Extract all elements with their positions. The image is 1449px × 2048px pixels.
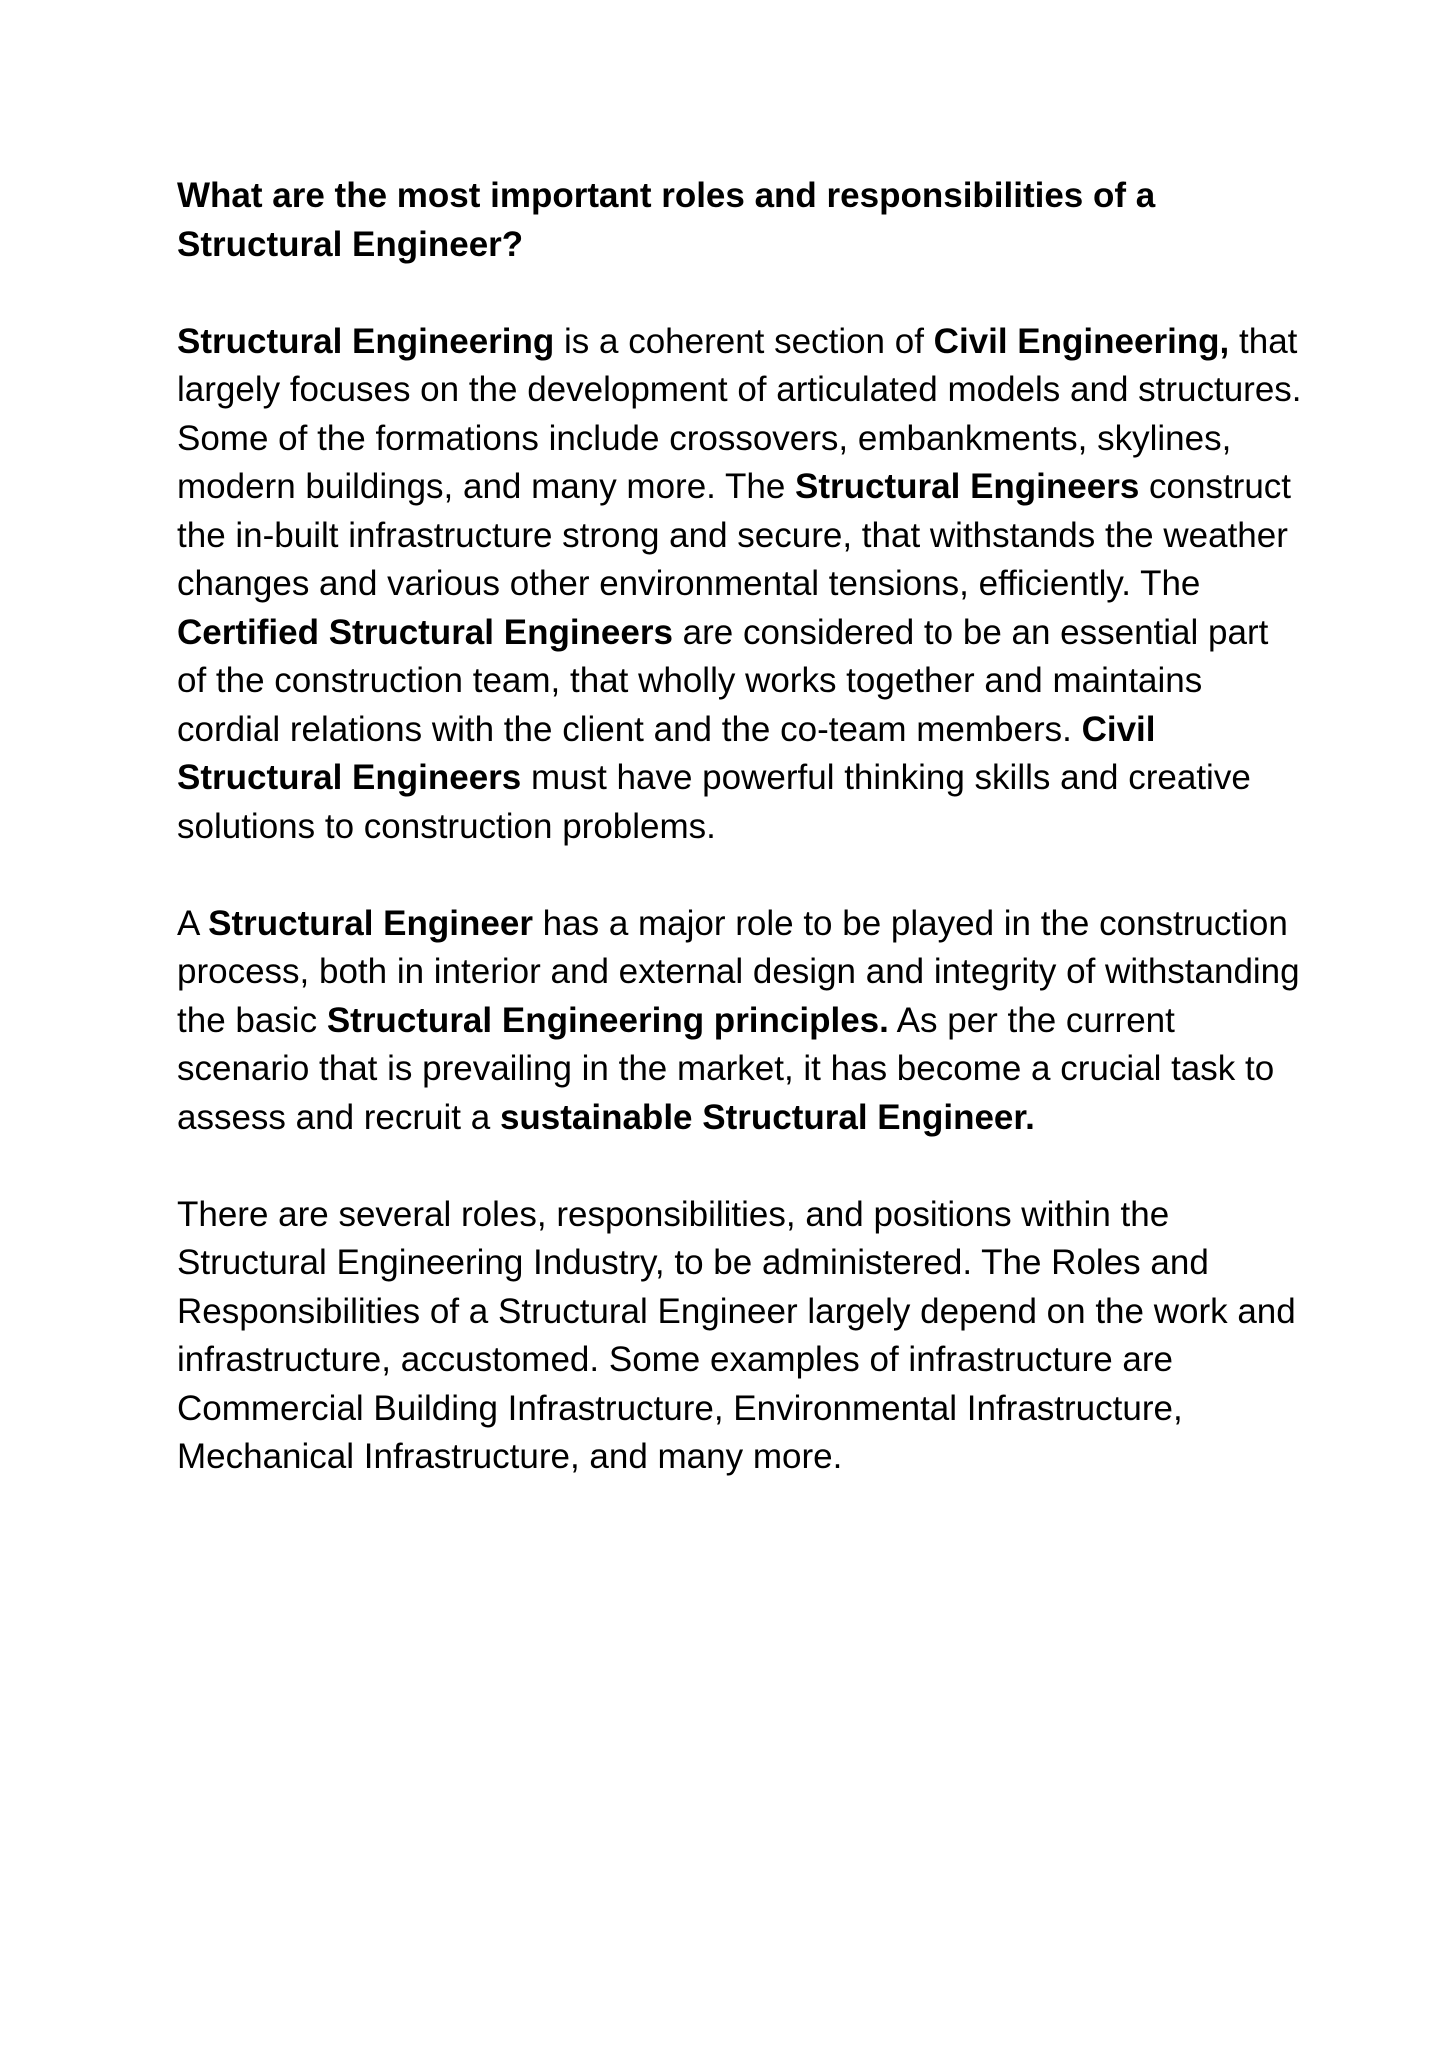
paragraph-positions [177,1191,1307,1482]
text-run: that largely focuses on the development of articulated models and structures. Some of the formations include crossovers, embankments, skylines, modern buildings, and many more. The [177,321,1302,506]
text-run: A [177,903,209,943]
text-run: must have powerful thinking skills and creative solutions to construction problems. [177,758,1251,846]
text-run: is a coherent section of [554,321,934,361]
bold-term: Civil Engineering, [933,321,1230,361]
document-body [177,172,1307,1482]
bold-term: Structural Engineer [208,903,533,943]
bold-term: Civil Structural Engineers [177,709,1156,797]
text-run: construct the in-built infrastructure strong and secure, that withstands the weather changes and various other environmental tensions, efficiently. The [177,467,1292,603]
text-run: has a major role to be played in the construction process, both in interior and external design and integrity of withstanding the basic [177,903,1300,1040]
text-run: There are several roles, responsibilities, and positions within the Structural Engineering Industry, to be administered. The Roles and Responsibilities of a Structural Engineer largely depend on the work and infrastructure, accustomed. Some examples of infrastructure are Commercial Building Infrastructure, Environmental Infrastructure, Mechanical Infrastructure, and many more. [177,1194,1296,1476]
bold-term: Certified Structural Engineers [177,612,673,652]
bold-term: Structural Engineering principles. [326,1000,889,1040]
paragraph-intro [177,318,1307,852]
bold-term: sustainable Structural Engineer. [499,1097,1035,1137]
bold-term: Structural Engineers [795,467,1140,506]
bold-term: Structural Engineering [177,321,555,361]
document-title: What are the most important roles and responsibilities of a Structural Engineer? [177,176,1156,264]
text-run: As per the current scenario that is prevailing in the market, it has become a crucial task to assess and recruit a [177,1000,1275,1137]
paragraph-role [177,900,1307,1143]
text-run: are considered to be an essential part of the construction team, that wholly works together and maintains cordial relations with the client and the co-team members. [177,612,1269,749]
